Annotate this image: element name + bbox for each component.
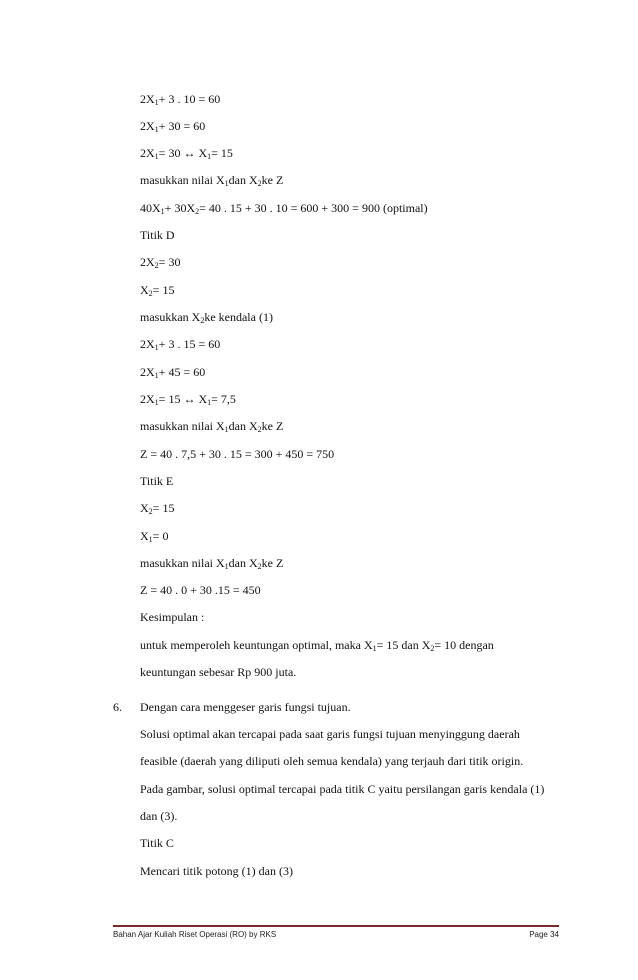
subscript: 1 [154,152,159,161]
text-segment: 2X [140,365,155,379]
text-line [140,726,520,742]
text-segment: feasible (daerah yang diliputi oleh semua kendala) yang terjauh dari titik origin. [140,754,524,768]
text-line [140,145,233,161]
subscript: 1 [224,562,229,571]
subscript: 1 [224,179,229,188]
text-segment: masukkan nilai X [140,419,225,433]
subscript: 1 [154,398,159,407]
subscript: 1 [207,152,212,161]
text-line [140,200,428,216]
text-segment: Titik E [140,474,174,488]
text-segment: Titik D [140,228,175,242]
text-segment: = 10 dengan [434,638,494,652]
text-line [140,473,173,489]
subscript: 1 [160,207,165,216]
text-line [140,528,168,544]
text-line [140,254,180,270]
text-segment: = 15 [152,283,175,297]
text-segment: 40X [140,201,161,215]
text-segment: = 15 [211,146,233,160]
subscript: 1 [148,535,153,544]
text-line [140,835,174,851]
text-segment: masukkan nilai X [140,173,225,187]
text-line [140,781,544,797]
subscript: 2 [148,289,153,298]
text-segment: + 30 = 60 [158,119,206,133]
text-segment: = 30 ↔ X [158,146,208,160]
list-number: 6. [113,700,122,714]
text-segment: 2X [140,92,155,106]
text-segment: 2X [140,337,155,351]
subscript: 1 [154,343,159,352]
text-line [140,227,175,243]
text-line [140,446,334,462]
text-segment: = 30 [158,255,181,269]
text-segment: = 7,5 [211,392,236,406]
text-line [140,582,261,598]
text-segment: + 3 . 10 = 60 [158,92,221,106]
text-segment: + 45 = 60 [158,365,206,379]
text-line [140,91,220,107]
text-line [140,637,494,653]
subscript: 2 [430,644,435,653]
text-line [140,309,273,325]
text-line [140,699,351,715]
text-segment: Mencari titik potong (1) dan (3) [140,864,293,878]
subscript: 2 [257,562,262,571]
text-line [140,336,220,352]
subscript: 1 [154,98,159,107]
subscript: 1 [207,398,212,407]
text-segment: X [140,283,149,297]
text-segment: 2X [140,392,155,406]
text-segment: ke Z [261,419,284,433]
text-segment: untuk memperoleh keuntungan optimal, maka X [140,638,373,652]
text-segment: = 15 ↔ X [158,392,208,406]
text-line [140,418,283,434]
text-segment: keuntungan sebesar Rp 900 juta. [140,665,297,679]
text-segment: ke Z [261,173,284,187]
subscript: 2 [195,207,200,216]
subscript: 1 [154,371,159,380]
text-line [140,664,296,680]
text-line [140,364,205,380]
subscript: 2 [154,261,159,270]
text-segment: dan X [228,173,258,187]
text-line [140,282,174,298]
text-segment: dan X [228,556,258,570]
page-number: Page 34 [529,930,559,939]
text-segment: X [140,501,149,515]
subscript: 1 [372,644,377,653]
subscript: 2 [148,507,153,516]
text-line [140,808,177,824]
text-segment: 2X [140,255,155,269]
text-segment: dan X [228,419,258,433]
text-segment: = 15 dan X [376,638,431,652]
text-segment: + 3 . 15 = 60 [158,337,221,351]
subscript: 1 [224,425,229,434]
text-segment: X [140,529,149,543]
text-segment: = 40 . 15 + 30 . 10 = 600 + 300 = 900 (optimal) [199,201,428,215]
text-segment: Z = 40 . 7,5 + 30 . 15 = 300 + 450 = 750 [140,447,335,461]
text-segment: Kesimpulan : [140,610,205,624]
text-segment: masukkan X [140,310,201,324]
text-segment: ke Z [261,556,284,570]
footer-title: Bahan Ajar Kuliah Riset Operasi (RO) by RKS [113,930,277,939]
subscript: 2 [257,179,262,188]
text-segment: masukkan nilai X [140,556,225,570]
text-line [140,172,283,188]
text-segment: Dengan cara menggeser garis fungsi tujuan. [140,700,351,714]
text-line [140,753,523,769]
subscript: 2 [200,316,205,325]
text-segment: = 0 [152,529,169,543]
text-line [140,118,205,134]
text-segment: 2X [140,146,155,160]
text-line [140,863,293,879]
text-segment: 2X [140,119,155,133]
text-segment: + 30X [164,201,196,215]
text-line [140,391,236,407]
text-segment: Solusi optimal akan tercapai pada saat garis fungsi tujuan menyinggung daerah [140,727,520,741]
text-segment: dan (3). [140,809,178,823]
text-line [140,609,204,625]
footer-divider [113,925,559,927]
text-segment: Z = 40 . 0 + 30 .15 = 450 [140,583,261,597]
text-segment: = 15 [152,501,175,515]
subscript: 2 [257,425,262,434]
text-segment: ke kendala (1) [204,310,273,324]
text-line [140,555,283,571]
text-segment: Titik C [140,836,174,850]
subscript: 1 [154,125,159,134]
text-line [140,500,174,516]
text-segment: Pada gambar, solusi optimal tercapai pada titik C yaitu persilangan garis kendala (1) [140,782,545,796]
